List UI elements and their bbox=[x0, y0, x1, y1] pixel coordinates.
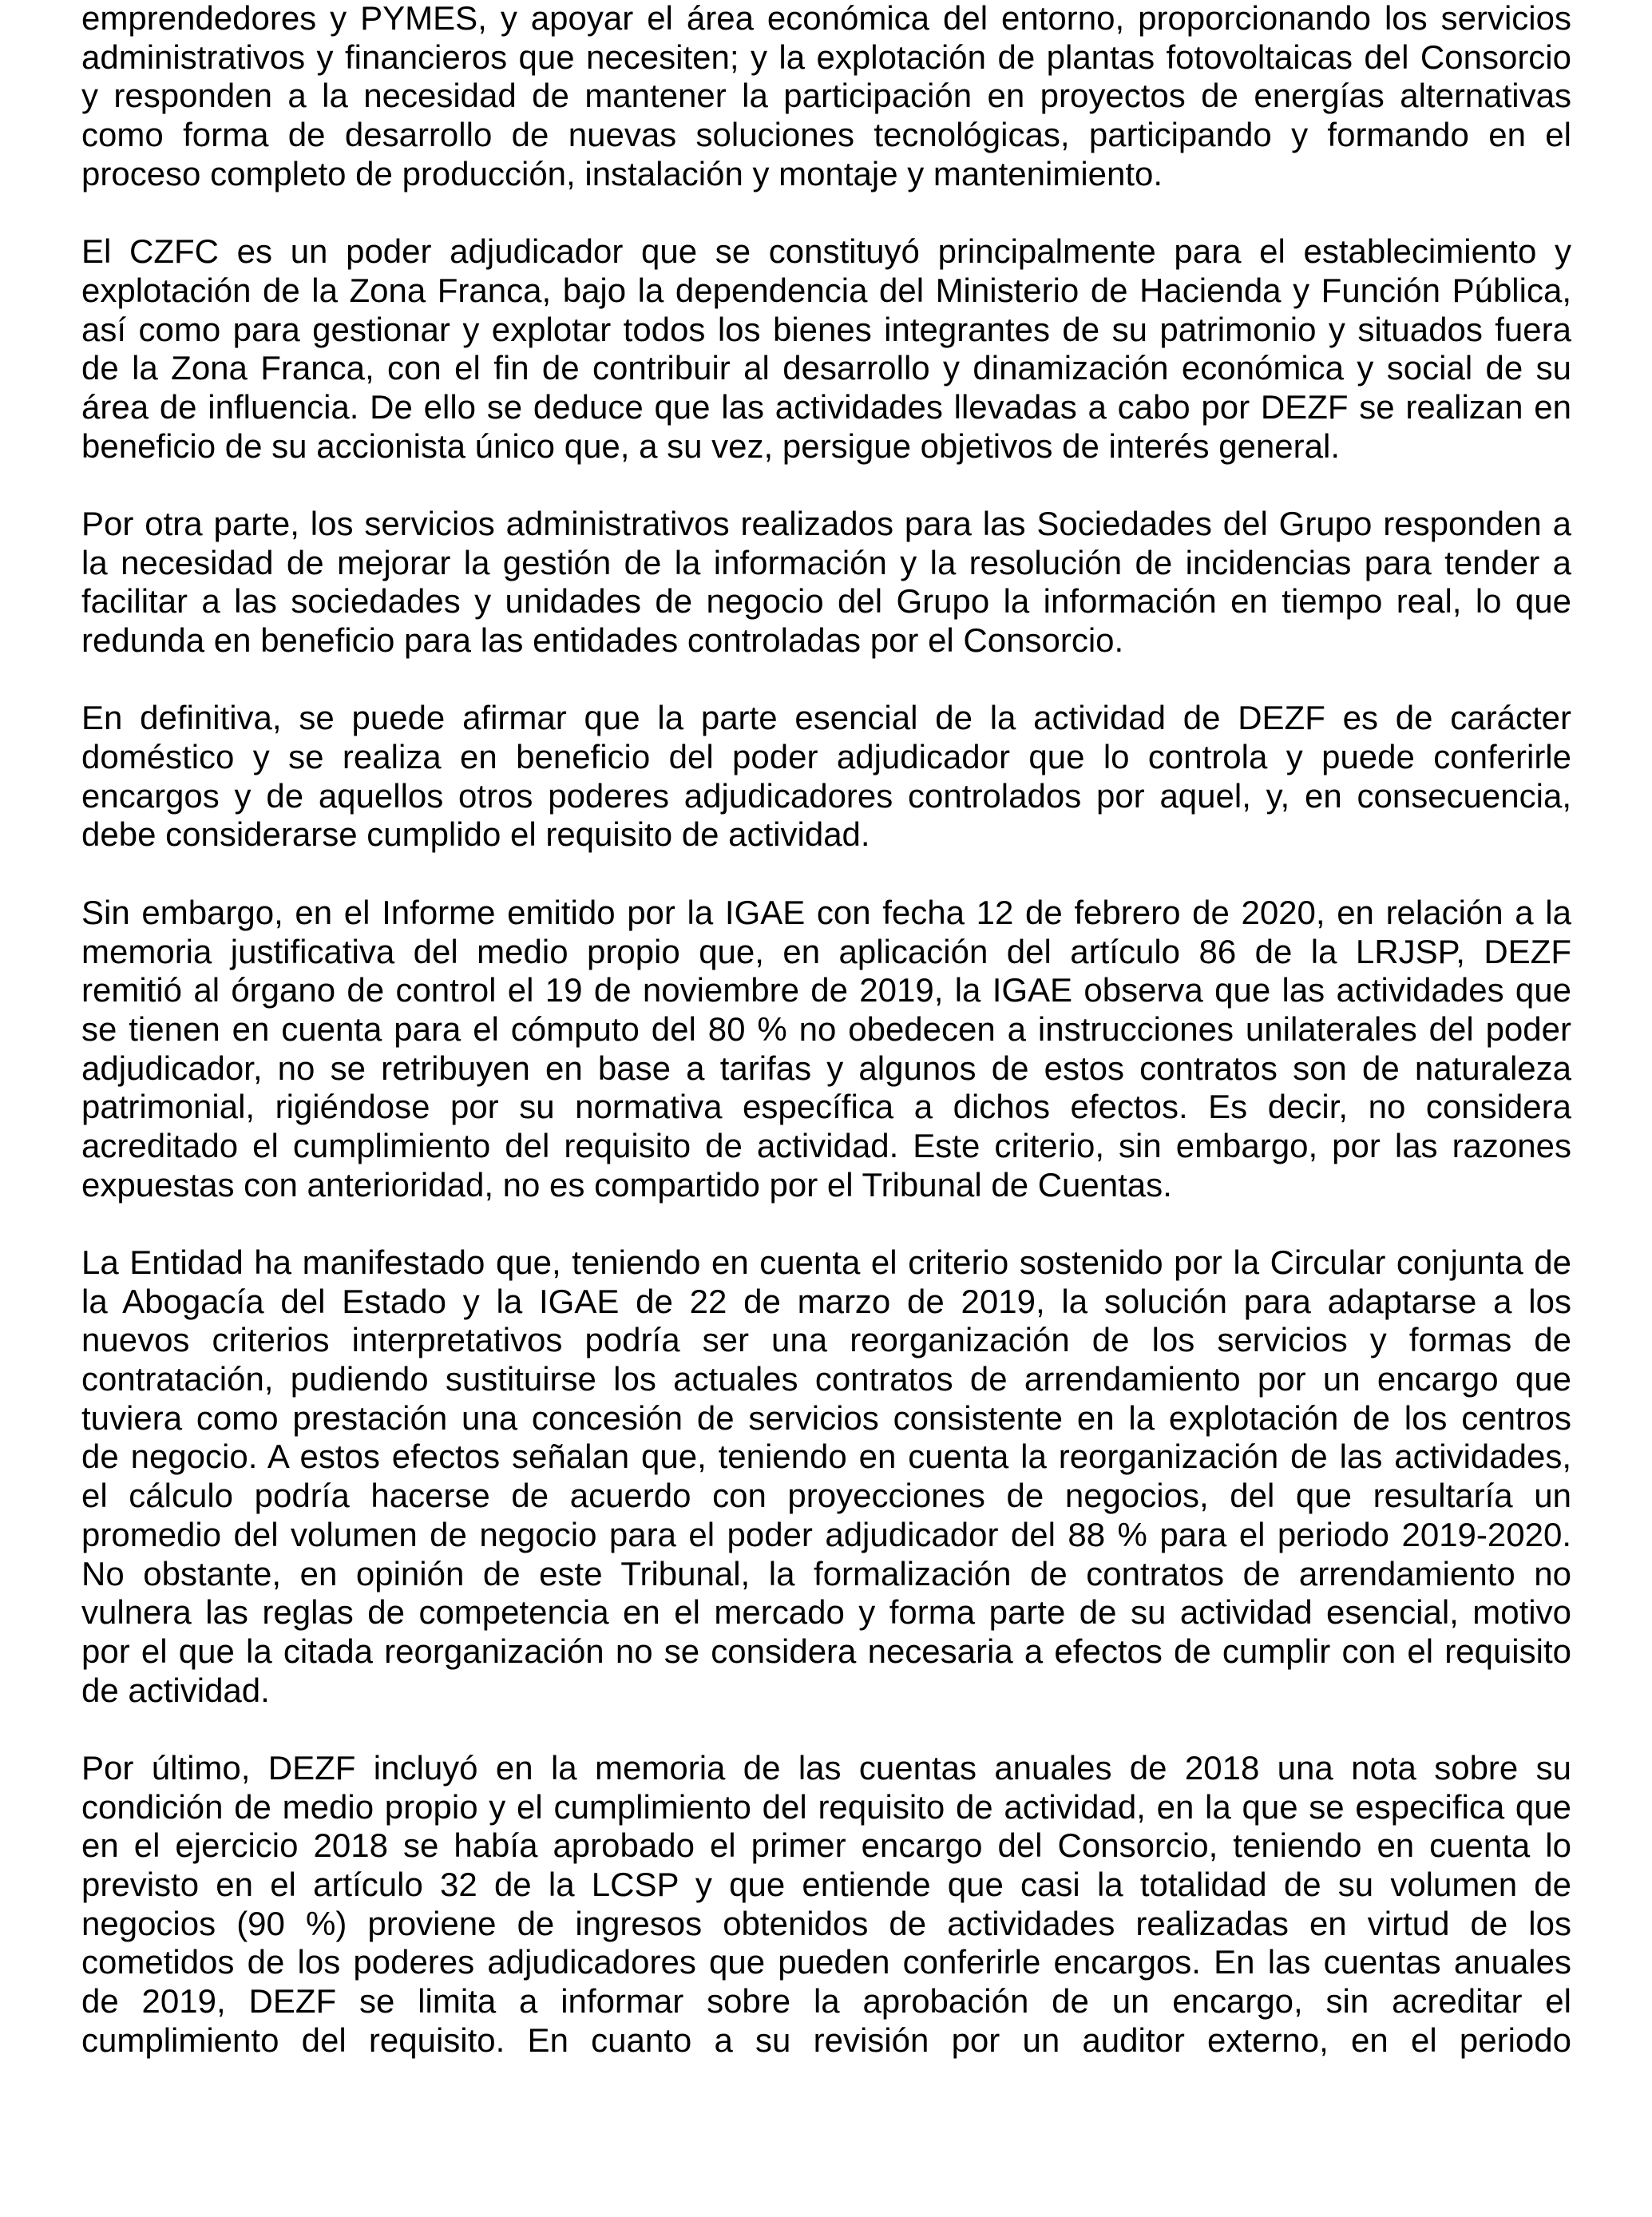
text-line: proceso completo de producción, instalación y montaje y mantenimiento. bbox=[81, 154, 1163, 192]
text-line: nuevos criterios interpretativos podría ser una reorganización de los servicios y formas de bbox=[81, 1321, 1571, 1359]
text-line: debe considerarse cumplido el requisito de actividad. bbox=[81, 815, 870, 854]
text-line: memoria justificativa del medio propio que, en aplicación del artículo 86 de la LRJSP, DEZF bbox=[81, 932, 1571, 970]
text-line: cumplimiento del requisito. En cuanto a su revisión por un auditor externo, en el periodo bbox=[81, 2021, 1571, 2059]
paragraph-3 bbox=[81, 505, 1571, 660]
text-line: cometidos de los poderes adjudicadores que pueden conferirle encargos. En las cuentas anuales bbox=[81, 1943, 1571, 1981]
text-line: en el ejercicio 2018 se había aprobado el primer encargo del Consorcio, teniendo en cuenta lo bbox=[81, 1826, 1571, 1865]
text-line: por el que la citada reorganización no se considera necesaria a efectos de cumplir con el requisito bbox=[81, 1632, 1571, 1670]
text-line: de la Zona Franca, con el fin de contribuir al desarrollo y dinamización económica y social de su bbox=[81, 349, 1571, 387]
text-line: negocios (90 %) proviene de ingresos obtenidos de actividades realizadas en virtud de los bbox=[81, 1904, 1571, 1942]
text-line: No obstante, en opinión de este Tribunal, la formalización de contratos de arrendamiento no bbox=[81, 1554, 1571, 1592]
text-line: se tienen en cuenta para el cómputo del 80 % no obedecen a instrucciones unilaterales del poder bbox=[81, 1009, 1571, 1048]
text-line: la necesidad de mejorar la gestión de la información y la resolución de incidencias para tender a bbox=[81, 543, 1571, 581]
text-line: redunda en beneficio para las entidades controladas por el Consorcio. bbox=[81, 621, 1124, 659]
text-line: emprendedores y PYMES, y apoyar el área económica del entorno, proporcionando los servicios bbox=[81, 0, 1571, 37]
paragraph-5 bbox=[81, 894, 1571, 1205]
text-line: de actividad. bbox=[81, 1671, 270, 1709]
text-line: contratación, pudiendo sustituirse los actuales contratos de arrendamiento por un encargo que bbox=[81, 1360, 1571, 1398]
text-line: El CZFC es un poder adjudicador que se constituyó principalmente para el establecimiento y bbox=[81, 232, 1571, 271]
text-line: encargos y de aquellos otros poderes adjudicadores controlados por aquel, y, en consecuencia, bbox=[81, 776, 1571, 815]
text-line: beneficio de su accionista único que, a su vez, persigue objetivos de interés general. bbox=[81, 426, 1340, 465]
text-line: la Abogacía del Estado y la IGAE de 22 de marzo de 2019, la solución para adaptarse a los bbox=[81, 1282, 1571, 1320]
text-line: como forma de desarrollo de nuevas soluciones tecnológicas, participando y formando en el bbox=[81, 116, 1571, 154]
text-line: Por último, DEZF incluyó en la memoria de las cuentas anuales de 2018 una nota sobre su bbox=[81, 1748, 1571, 1787]
text-line: administrativos y financieros que necesiten; y la explotación de plantas fotovoltaicas del Consorcio bbox=[81, 38, 1571, 76]
text-line: expuestas con anterioridad, no es compartido por el Tribunal de Cuentas. bbox=[81, 1165, 1172, 1204]
text-line: facilitar a las sociedades y unidades de negocio del Grupo la información en tiempo real, lo que bbox=[81, 582, 1571, 621]
text-line: condición de medio propio y el cumplimiento del requisito de actividad, en la que se especifica que bbox=[81, 1787, 1571, 1826]
text-line: previsto en el artículo 32 de la LCSP y que entiende que casi la totalidad de su volumen de bbox=[81, 1866, 1571, 1903]
text-line: La Entidad ha manifestado que, teniendo en cuenta el criterio sostenido por la Circular conjunta de bbox=[81, 1243, 1571, 1281]
text-line: explotación de la Zona Franca, bajo la dependencia del Ministerio de Hacienda y Función Pública, bbox=[81, 271, 1571, 309]
paragraph-7 bbox=[81, 1749, 1571, 2060]
text-line: adjudicador, no se retribuyen en base a tarifas y algunos de estos contratos son de naturaleza bbox=[81, 1049, 1571, 1087]
text-line: de negocio. A estos efectos señalan que, teniendo en cuenta la reorganización de las actividades, bbox=[81, 1438, 1571, 1476]
text-line: área de influencia. De ello se deduce que las actividades llevadas a cabo por DEZF se realizan en bbox=[81, 387, 1571, 426]
paragraph-1 bbox=[81, 0, 1571, 193]
text-line: patrimonial, rigiéndose por su normativa específica a dichos efectos. Es decir, no considera bbox=[81, 1088, 1571, 1126]
text-line: promedio del volumen de negocio para el poder adjudicador del 88 % para el periodo 2019-2020. bbox=[81, 1515, 1571, 1553]
text-line: así como para gestionar y explotar todos los bienes integrantes de su patrimonio y situados fuera bbox=[81, 310, 1571, 348]
paragraph-2 bbox=[81, 232, 1571, 466]
text-line: tuviera como prestación una concesión de servicios consistente en la explotación de los centros bbox=[81, 1398, 1571, 1437]
text-line: remitió al órgano de control el 19 de noviembre de 2019, la IGAE observa que las actividades que bbox=[81, 971, 1571, 1009]
text-line: y responden a la necesidad de mantener la participación en proyectos de energías alternativas bbox=[81, 77, 1571, 115]
text-line: vulnera las reglas de competencia en el mercado y forma parte de su actividad esencial, motivo bbox=[81, 1593, 1571, 1632]
text-line: de 2019, DEZF se limita a informar sobre la aprobación de un encargo, sin acreditar el bbox=[81, 1982, 1571, 2021]
text-line: En definitiva, se puede afirmar que la parte esencial de la actividad de DEZF es de carácter bbox=[81, 699, 1571, 737]
text-line: acreditado el cumplimiento del requisito de actividad. Este criterio, sin embargo, por las razones bbox=[81, 1126, 1571, 1164]
document-page bbox=[81, 0, 1571, 2099]
text-line: Por otra parte, los servicios administrativos realizados para las Sociedades del Grupo responden a bbox=[81, 504, 1571, 542]
text-line: doméstico y se realiza en beneficio del poder adjudicador que lo controla y puede conferirle bbox=[81, 738, 1571, 776]
text-line: Sin embargo, en el Informe emitido por la IGAE con fecha 12 de febrero de 2020, en relación a la bbox=[81, 893, 1571, 931]
paragraph-4 bbox=[81, 699, 1571, 855]
paragraph-6 bbox=[81, 1243, 1571, 1710]
text-line: el cálculo podría hacerse de acuerdo con proyecciones de negocios, del que resultaría un bbox=[81, 1477, 1571, 1515]
